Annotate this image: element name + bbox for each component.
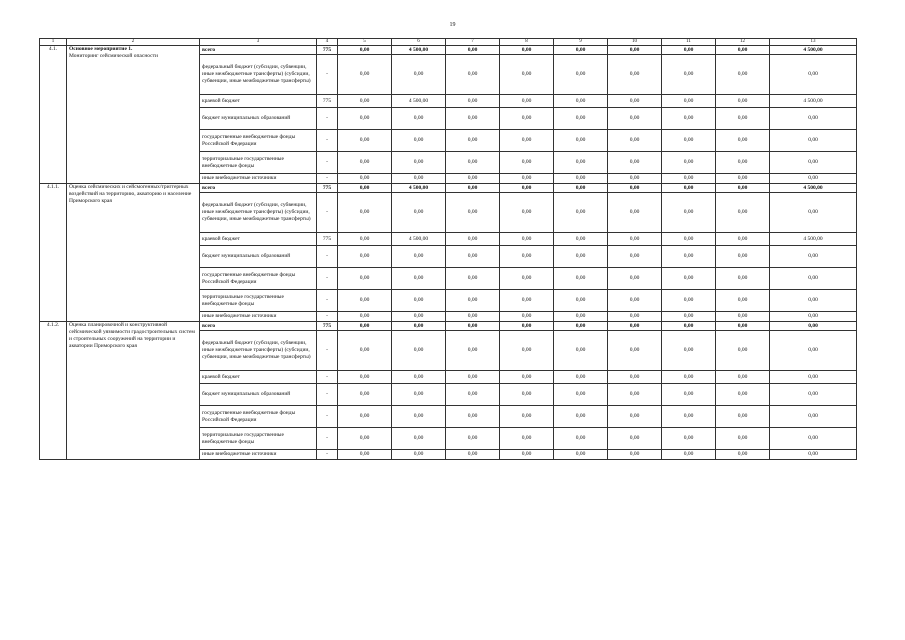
value-cell: 0,00	[608, 406, 662, 428]
value-cell: 0,00	[338, 174, 392, 184]
value-cell: 0,00	[770, 331, 857, 371]
value-cell: 0,00	[662, 290, 716, 312]
value-cell: 0,00	[608, 246, 662, 268]
funding-source: всего	[200, 46, 317, 55]
funding-source: территориальные государственные внебюджетные фонды	[200, 290, 317, 312]
value-cell: 0,00	[554, 108, 608, 130]
value-cell: 0,00	[770, 174, 857, 184]
value-cell: 0,00	[662, 193, 716, 233]
value-cell: 0,00	[392, 312, 446, 322]
item-title	[67, 184, 200, 322]
value-cell: 0,00	[770, 268, 857, 290]
column-header: 9	[554, 39, 608, 46]
value-cell: 0,00	[662, 428, 716, 450]
value-cell: 4 500,00	[770, 95, 857, 108]
value-cell: 0,00	[446, 184, 500, 193]
item-code: 4.1.	[40, 46, 67, 184]
value-cell: 0,00	[392, 152, 446, 174]
value-cell: 0,00	[338, 268, 392, 290]
value-cell: 0,00	[716, 55, 770, 95]
value-cell: 0,00	[662, 55, 716, 95]
value-cell: -	[317, 371, 338, 384]
value-cell: 0,00	[662, 152, 716, 174]
value-cell: 0,00	[446, 193, 500, 233]
value-cell: 0,00	[608, 193, 662, 233]
value-cell: 0,00	[500, 193, 554, 233]
value-cell: 0,00	[338, 322, 392, 331]
funding-source: федеральный бюджет (субсидии, субвенции, иные межбюджетные трансферты) (субсидии, субвенции, иные межбюджетные трансферты)	[200, 331, 317, 371]
value-cell: 0,00	[338, 371, 392, 384]
funding-source: государственные внебюджетные фонды Российской Федерации	[200, 130, 317, 152]
value-cell: 0,00	[554, 95, 608, 108]
value-cell: -	[317, 108, 338, 130]
value-cell: 0,00	[392, 331, 446, 371]
value-cell: 0,00	[716, 428, 770, 450]
value-cell: 0,00	[716, 450, 770, 460]
value-cell: 0,00	[554, 290, 608, 312]
funding-source: иные внебюджетные источники	[200, 312, 317, 322]
item-title-text: Оценка сейсмических и сейсмогенных/триггерных воздействий на территорию, акваторию и население Приморского края	[69, 184, 192, 204]
value-cell: 0,00	[662, 174, 716, 184]
value-cell: 0,00	[500, 290, 554, 312]
value-cell: 0,00	[716, 290, 770, 312]
value-cell: 0,00	[608, 184, 662, 193]
value-cell: 0,00	[770, 55, 857, 95]
item-code: 4.1.2.	[40, 322, 67, 460]
value-cell: 0,00	[338, 428, 392, 450]
value-cell: 0,00	[716, 406, 770, 428]
table-row	[40, 46, 857, 55]
value-cell: 0,00	[500, 406, 554, 428]
value-cell: 0,00	[500, 95, 554, 108]
value-cell: 0,00	[608, 152, 662, 174]
value-cell: -	[317, 193, 338, 233]
value-cell: 0,00	[500, 312, 554, 322]
value-cell: 0,00	[716, 108, 770, 130]
value-cell: 0,00	[338, 130, 392, 152]
value-cell: 0,00	[446, 130, 500, 152]
value-cell: -	[317, 312, 338, 322]
value-cell: 0,00	[392, 174, 446, 184]
value-cell: 0,00	[770, 428, 857, 450]
value-cell: 0,00	[446, 55, 500, 95]
value-cell: 0,00	[662, 312, 716, 322]
value-cell: -	[317, 130, 338, 152]
value-cell: 0,00	[338, 290, 392, 312]
value-cell: 0,00	[446, 233, 500, 246]
value-cell: 4 500,00	[392, 46, 446, 55]
value-cell: 0,00	[446, 268, 500, 290]
value-cell: 4 500,00	[770, 46, 857, 55]
value-cell: 0,00	[338, 384, 392, 406]
value-cell: 775	[317, 184, 338, 193]
value-cell: 0,00	[716, 193, 770, 233]
table-body	[40, 46, 857, 460]
value-cell: 0,00	[554, 371, 608, 384]
item-title-text: Мониторинг сейсмической опасности	[69, 53, 158, 60]
column-header: 13	[770, 39, 857, 46]
value-cell: 0,00	[770, 322, 857, 331]
value-cell: 0,00	[608, 95, 662, 108]
value-cell: 0,00	[392, 130, 446, 152]
value-cell: 0,00	[392, 55, 446, 95]
value-cell: 0,00	[554, 428, 608, 450]
value-cell: 0,00	[662, 130, 716, 152]
value-cell: 0,00	[500, 130, 554, 152]
funding-source: иные внебюджетные источники	[200, 450, 317, 460]
value-cell: 0,00	[446, 406, 500, 428]
value-cell: 0,00	[716, 331, 770, 371]
value-cell: 0,00	[770, 152, 857, 174]
funding-source: всего	[200, 322, 317, 331]
value-cell: 0,00	[446, 450, 500, 460]
funding-source: всего	[200, 184, 317, 193]
value-cell: 0,00	[500, 322, 554, 331]
value-cell: 0,00	[716, 152, 770, 174]
value-cell: 0,00	[392, 371, 446, 384]
value-cell: 775	[317, 322, 338, 331]
value-cell: 0,00	[338, 108, 392, 130]
column-header: 10	[608, 39, 662, 46]
value-cell: 0,00	[446, 331, 500, 371]
value-cell: -	[317, 152, 338, 174]
value-cell: 0,00	[608, 233, 662, 246]
value-cell: 0,00	[608, 46, 662, 55]
value-cell: 0,00	[662, 268, 716, 290]
value-cell: 0,00	[662, 246, 716, 268]
value-cell: 0,00	[554, 130, 608, 152]
value-cell: 0,00	[338, 450, 392, 460]
value-cell: 0,00	[662, 108, 716, 130]
value-cell: 0,00	[554, 46, 608, 55]
value-cell: 0,00	[392, 450, 446, 460]
value-cell: -	[317, 246, 338, 268]
value-cell: 0,00	[338, 184, 392, 193]
budget-table	[39, 38, 857, 460]
column-header: 12	[716, 39, 770, 46]
value-cell: 0,00	[608, 384, 662, 406]
value-cell: 0,00	[500, 46, 554, 55]
value-cell: 0,00	[500, 184, 554, 193]
value-cell: 0,00	[716, 95, 770, 108]
value-cell: 0,00	[716, 322, 770, 331]
funding-source: федеральный бюджет (субсидии, субвенции, иные межбюджетные трансферты) (субсидии, субвенции, иные межбюджетные трансферты)	[200, 55, 317, 95]
funding-source: бюджет муниципальных образований	[200, 246, 317, 268]
value-cell: 0,00	[500, 108, 554, 130]
value-cell: 0,00	[770, 108, 857, 130]
funding-source: бюджет муниципальных образований	[200, 384, 317, 406]
value-cell: 0,00	[338, 152, 392, 174]
value-cell: 4 500,00	[392, 95, 446, 108]
value-cell: 0,00	[716, 233, 770, 246]
funding-source: территориальные государственные внебюджетные фонды	[200, 428, 317, 450]
funding-source: территориальные государственные внебюджетные фонды	[200, 152, 317, 174]
funding-source: бюджет муниципальных образований	[200, 108, 317, 130]
value-cell: 0,00	[392, 406, 446, 428]
value-cell: 0,00	[770, 384, 857, 406]
value-cell: 0,00	[608, 268, 662, 290]
value-cell: 0,00	[716, 384, 770, 406]
value-cell: 0,00	[716, 46, 770, 55]
column-header: 2	[67, 39, 200, 46]
value-cell: 0,00	[554, 55, 608, 95]
value-cell: 0,00	[662, 46, 716, 55]
column-header: 8	[500, 39, 554, 46]
value-cell: 0,00	[446, 371, 500, 384]
value-cell: 0,00	[662, 406, 716, 428]
value-cell: -	[317, 290, 338, 312]
value-cell: 0,00	[446, 174, 500, 184]
value-cell: 0,00	[662, 322, 716, 331]
value-cell: 0,00	[446, 46, 500, 55]
value-cell: 0,00	[554, 322, 608, 331]
value-cell: -	[317, 55, 338, 95]
column-header: 5	[338, 39, 392, 46]
value-cell: 0,00	[662, 371, 716, 384]
value-cell: 0,00	[446, 108, 500, 130]
value-cell: 0,00	[500, 428, 554, 450]
value-cell: 0,00	[500, 233, 554, 246]
value-cell: 0,00	[338, 331, 392, 371]
value-cell: 0,00	[770, 312, 857, 322]
value-cell: 0,00	[770, 246, 857, 268]
table-row	[40, 322, 857, 331]
value-cell: 0,00	[500, 174, 554, 184]
value-cell: 0,00	[446, 384, 500, 406]
value-cell: 0,00	[770, 130, 857, 152]
value-cell: 4 500,00	[392, 233, 446, 246]
value-cell: 4 500,00	[770, 233, 857, 246]
value-cell: 0,00	[500, 55, 554, 95]
value-cell: 0,00	[500, 246, 554, 268]
value-cell: 0,00	[392, 268, 446, 290]
column-header: 4	[317, 39, 338, 46]
item-title-bold: Основное мероприятие 1.	[69, 46, 133, 53]
value-cell: 0,00	[392, 108, 446, 130]
value-cell: 0,00	[554, 152, 608, 174]
value-cell: 0,00	[500, 371, 554, 384]
value-cell: 0,00	[608, 55, 662, 95]
value-cell: 0,00	[716, 174, 770, 184]
value-cell: 0,00	[554, 174, 608, 184]
funding-source: краевой бюджет	[200, 95, 317, 108]
value-cell: -	[317, 384, 338, 406]
value-cell: 0,00	[716, 246, 770, 268]
value-cell: 0,00	[770, 371, 857, 384]
value-cell: 0,00	[554, 331, 608, 371]
value-cell: 0,00	[500, 268, 554, 290]
value-cell: 0,00	[392, 246, 446, 268]
value-cell: 0,00	[500, 331, 554, 371]
value-cell: 4 500,00	[770, 184, 857, 193]
value-cell: -	[317, 331, 338, 371]
value-cell: 0,00	[554, 268, 608, 290]
value-cell: 0,00	[392, 322, 446, 331]
value-cell: 0,00	[392, 428, 446, 450]
column-header: 7	[446, 39, 500, 46]
value-cell: 0,00	[554, 193, 608, 233]
value-cell: 0,00	[662, 233, 716, 246]
funding-source: государственные внебюджетные фонды Российской Федерации	[200, 406, 317, 428]
value-cell: 0,00	[716, 312, 770, 322]
value-cell: -	[317, 406, 338, 428]
value-cell: 0,00	[554, 450, 608, 460]
value-cell: 0,00	[716, 268, 770, 290]
value-cell: 0,00	[608, 130, 662, 152]
value-cell: 0,00	[338, 246, 392, 268]
item-title	[67, 322, 200, 460]
value-cell: 0,00	[338, 95, 392, 108]
value-cell: 0,00	[338, 406, 392, 428]
value-cell: 0,00	[554, 384, 608, 406]
value-cell: 0,00	[392, 193, 446, 233]
value-cell: 0,00	[554, 246, 608, 268]
value-cell: 0,00	[338, 233, 392, 246]
funding-source: федеральный бюджет (субсидии, субвенции, иные межбюджетные трансферты) (субсидии, субвенции, иные межбюджетные трансферты)	[200, 193, 317, 233]
funding-source: иные внебюджетные источники	[200, 174, 317, 184]
column-header: 1	[40, 39, 67, 46]
value-cell: 0,00	[716, 371, 770, 384]
value-cell: 0,00	[554, 312, 608, 322]
value-cell: 0,00	[446, 322, 500, 331]
value-cell: 0,00	[770, 290, 857, 312]
value-cell: 0,00	[446, 152, 500, 174]
value-cell: 0,00	[608, 174, 662, 184]
value-cell: 0,00	[608, 290, 662, 312]
value-cell: 0,00	[554, 233, 608, 246]
funding-source: краевой бюджет	[200, 233, 317, 246]
value-cell: 0,00	[392, 290, 446, 312]
value-cell: 0,00	[608, 428, 662, 450]
page-number: 19	[449, 22, 456, 28]
value-cell: 0,00	[446, 428, 500, 450]
value-cell: 0,00	[608, 108, 662, 130]
item-code: 4.1.1.	[40, 184, 67, 322]
value-cell: 0,00	[662, 384, 716, 406]
value-cell: -	[317, 268, 338, 290]
value-cell: 0,00	[392, 384, 446, 406]
value-cell: 0,00	[338, 193, 392, 233]
value-cell: 0,00	[662, 450, 716, 460]
value-cell: 4 500,00	[392, 184, 446, 193]
value-cell: 0,00	[500, 384, 554, 406]
funding-source: государственные внебюджетные фонды Российской Федерации	[200, 268, 317, 290]
value-cell: 0,00	[662, 95, 716, 108]
value-cell: 0,00	[662, 331, 716, 371]
value-cell: 0,00	[338, 312, 392, 322]
value-cell: 0,00	[446, 312, 500, 322]
value-cell: 0,00	[770, 450, 857, 460]
value-cell: 0,00	[446, 95, 500, 108]
value-cell: 775	[317, 46, 338, 55]
value-cell: 0,00	[500, 152, 554, 174]
value-cell: 0,00	[500, 450, 554, 460]
value-cell: -	[317, 174, 338, 184]
value-cell: 0,00	[446, 246, 500, 268]
value-cell: 0,00	[554, 406, 608, 428]
value-cell: -	[317, 450, 338, 460]
value-cell: 0,00	[716, 130, 770, 152]
value-cell: 0,00	[770, 193, 857, 233]
value-cell: 0,00	[608, 322, 662, 331]
value-cell: 0,00	[716, 184, 770, 193]
value-cell: 0,00	[770, 406, 857, 428]
column-header: 11	[662, 39, 716, 46]
column-header-row	[40, 39, 857, 46]
value-cell: 775	[317, 95, 338, 108]
value-cell: 0,00	[608, 312, 662, 322]
value-cell: 0,00	[608, 331, 662, 371]
column-header: 3	[200, 39, 317, 46]
item-title-text: Оценка планировочной и конструктивной сейсмической уязвимости градостроительных систем и строительных сооружений на территории и акватории Приморского края	[69, 322, 195, 349]
value-cell: 0,00	[554, 184, 608, 193]
funding-source: краевой бюджет	[200, 371, 317, 384]
value-cell: 0,00	[608, 371, 662, 384]
item-title	[67, 46, 200, 184]
value-cell: 0,00	[446, 290, 500, 312]
value-cell: 0,00	[338, 46, 392, 55]
value-cell: 0,00	[338, 55, 392, 95]
value-cell: -	[317, 428, 338, 450]
value-cell: 775	[317, 233, 338, 246]
value-cell: 0,00	[662, 184, 716, 193]
column-header: 6	[392, 39, 446, 46]
value-cell: 0,00	[608, 450, 662, 460]
table-row	[40, 184, 857, 193]
